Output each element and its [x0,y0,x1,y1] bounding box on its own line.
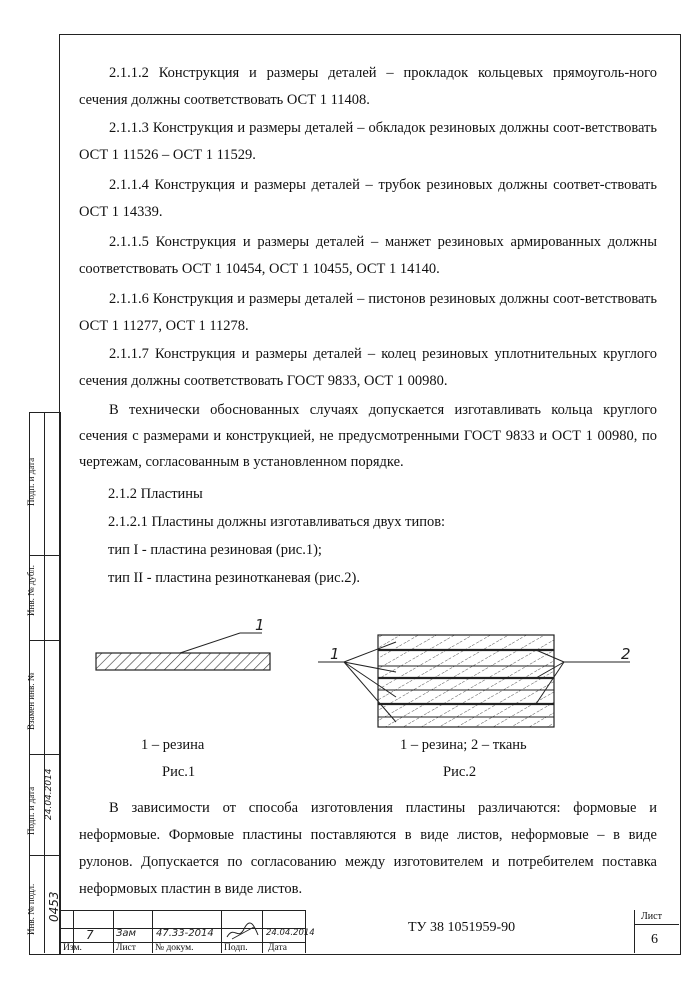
closing-paragraph: В зависимости от способа изготовления пластины различаются: формовые и неформовые. Формовые пластины поставляются в виде листов, неформовые – в виде рулонов. Допускается по согласованию между изготовителем и потребителем поставка неформовых пластин в виде листов. [79,800,657,897]
section-plates-heading: 2.1.2 Пластины [108,486,203,502]
side-label-replaced-inv: Взамен инв. № [26,672,36,730]
type-1-item: тип I - пластина резиновая (рис.1); [108,542,322,558]
fig1-caption: Рис.1 [162,764,196,780]
side-label-dup-inv: Инв. № дубл. [26,565,36,616]
fig1-legend: 1 – резина [141,737,205,753]
sheet-number: 6 [651,932,658,947]
side-handwritten-inv: 0453 [47,891,61,922]
clause-2-1-1-4: 2.1.1.4 Конструкция и размеры деталей – трубок резиновых должны соответ-ствовать ОСТ 1 14339. [79,177,657,220]
col-doc: № докум. [155,943,194,953]
col-sign: Подп. [224,943,248,953]
side-label-sign-date-2: Подп. и дата [26,786,36,835]
plates-types-intro: 2.1.2.1 Пластины должны изготавливаться двух типов: [108,514,446,530]
document-code: ТУ 38 1051959-90 [408,920,516,935]
figure-1-drawing [90,615,280,675]
clause-2-1-1-2: 2.1.1.2 Конструкция и размеры деталей – прокладок кольцевых прямоуголь-ного сечения должны соответствовать ОСТ 1 11408. [79,65,657,108]
side-handwritten-date: 24.04.2014 [44,768,54,820]
type-2-item: тип II - пластина резинотканевая (рис.2). [108,570,360,586]
figure-2-drawing [300,620,660,730]
handwritten-signature [224,921,262,943]
rubber-plate-section [96,653,270,670]
clause-exception: В технически обоснованных случаях допускается изготавливать кольца круглого сечения с размерами и конструкцией, не предусмотренными ГОСТ 9833 и ОСТ 1 00980, по чертежам, согласованным в установленном порядке. [79,402,657,470]
side-label-sign-date: Подп. и дата [26,457,36,506]
row1-date: 24.04.2014 [266,928,315,938]
clause-2-1-1-5: 2.1.1.5 Конструкция и размеры деталей – манжет резиновых армированных должны соответствовать ОСТ 1 10454, ОСТ 1 10455, ОСТ 1 14140. [79,234,657,277]
rubber-fabric-plate-section [378,635,554,727]
row1-izm: 7 [86,928,94,942]
side-label-orig-inv: Инв. № подл. [26,883,36,935]
fig1-callout-number: 1 [255,616,265,634]
callout-leader [180,633,240,653]
fig2-caption: Рис.2 [443,764,477,780]
fig2-legend: 1 – резина; 2 – ткань [400,737,527,753]
fig2-callout-1: 1 [330,645,340,663]
sheet-label: Лист [641,911,662,922]
row1-list: Зам [116,928,137,939]
col-date: Дата [268,943,287,953]
title-block-row-line [59,910,305,911]
clause-2-1-1-7: 2.1.1.7 Конструкция и размеры деталей – колец резиновых уплотнительных круглого сечения должны соответствовать ГОСТ 9833, ОСТ 1 00980. [79,346,657,389]
col-list: Лист [116,943,136,953]
clause-2-1-1-3: 2.1.1.3 Конструкция и размеры деталей – обкладок резиновых должны соот-ветствовать ОСТ 1 11526 – ОСТ 1 11529. [79,120,657,163]
col-izm: Изм. [63,943,82,953]
clause-2-1-1-6: 2.1.1.6 Конструкция и размеры деталей – пистонов резиновых должны соот-ветствовать ОСТ 1 11277, ОСТ 1 11278. [79,291,657,334]
fig2-callout-2: 2 [621,645,631,663]
row1-doc: 47.33-2014 [156,928,214,939]
